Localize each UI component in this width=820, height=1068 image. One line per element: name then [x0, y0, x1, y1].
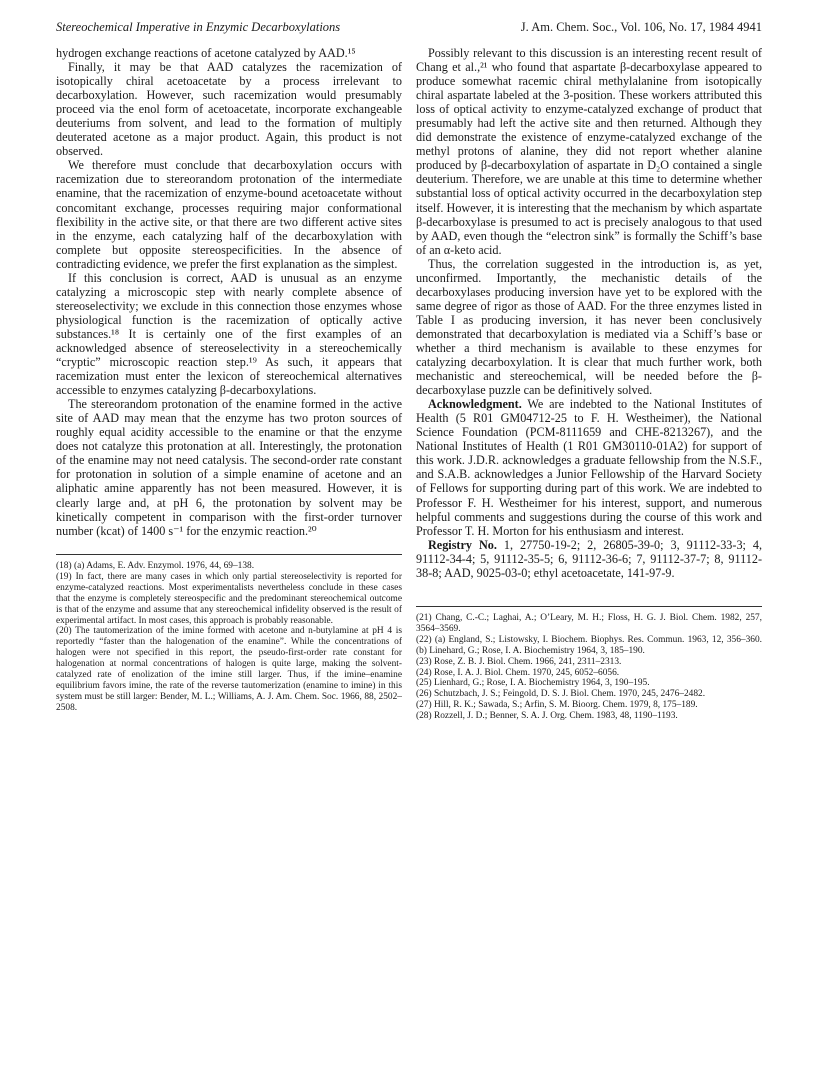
footnote: (20) The tautomerization of the imine formed with acetone and n-butylamine at pH 4 is reportedly “faster than the halogenation of the enamine”. While the concentrations of halogen were not specified in this report, the pseudo-first-order rate constant for halogenation at normal concentrations of halogen is quite large, making the solvent-catalyzed rate of enolization of the imine still larger. Thus, if the imine–enamine equilibrium favors imine, the rate of the reverse tautomerization (enamine to imine) in this system must be still larger: Bender, M. L.; Williams, A. J. Am. Chem. Soc. 1966, 88, 2502–2508. — [56, 626, 402, 713]
registry-numbers — [416, 538, 762, 580]
paragraph: Thus, the correlation suggested in the introduction is, as yet, unconfirmed. Importantly, the mechanistic details of the decarboxylases producing inversion have yet to be explored with the same degree of rigor as those of AAD. For the three enzymes listed in Table I as producing inversion, it has never been conclusively demonstrated that decarboxylation is mediated via a Schiff’s base or whether a third mechanism is available to these enzymes for catalyzing decarboxylation. It is clear that much further work, both mechanistic and stereochemical, will be needed before the β-decarboxylase puzzle can be definitively solved. — [416, 256, 762, 398]
paragraph: We therefore must conclude that decarboxylation occurs with racemization due to stereorandom protonation of the intermediate enamine, that the racemization of enzyme-bound acetoacetate without concomitant exchange, processes requiring major conformational flexibility in the active site, or that there are two different active sites in the enzyme, each catalyzing half of the decarboxylation with complete but opposite stereospecificities. In the absence of contradicting evidence, we prefer the first explanation as the simplest. — [56, 158, 402, 271]
acknowledgment-heading: Acknowledgment. — [428, 397, 522, 412]
footnote: (23) Rose, Z. B. J. Biol. Chem. 1966, 241, 2311–2313. — [416, 656, 622, 667]
running-head-title: Stereochemical Imperative in Enzymic Decarboxylations — [56, 20, 341, 34]
footnote: (19) In fact, there are many cases in which only partial stereoselectivity is reported for enzyme-catalyzed reactions. Most experimentalists nevertheless conclude in these cases that the enzyme is completely stereospecific and the predominant stereochemical outcome is that of the enzyme and assume that any stereochemical infidelity observed is the result of experimental artifact. In most cases, this approach is probably reasonable. — [56, 571, 402, 626]
paragraph: hydrogen exchange reactions of acetone catalyzed by AAD.¹⁵ — [56, 46, 356, 60]
paragraph: The stereorandom protonation of the enamine formed in the active site of AAD may mean that the enzyme has two proton sources of roughly equal acidity accessible to the enamine or that the enzyme does not catalyze this protonation at all. Interestingly, the protonation of the enamine may not need catalysis. The second-order rate constant for protonation in solution of a simple enamine of acetone and an aliphatic amine apparently has not been measured. However, it is clearly large and, at pH 6, the protonation by solvent may be kinetically competent in comparison with the first-order turnover number (kcat) of 1400 s⁻¹ for the enzymic reaction.²⁰ — [56, 397, 402, 538]
footnote: (25) Lienhard, G.; Rose, I. A. Biochemistry 1964, 3, 190–195. — [416, 678, 650, 689]
paragraph: If this conclusion is correct, AAD is unusual as an enzyme catalyzing a microscopic step with nearly complete absence of stereoselectivity; we exclude in this connection those enzymes whose physiological function is the racemization of optically active substances.¹⁸ It is certainly one of the first examples of an acknowledged absence of stereoselectivity in a stereochemically “cryptic” microscopic reaction step.¹⁹ As such, it appears that racemization must enter the lexicon of stereochemical alternatives accessible to enzymes catalyzing β-decarboxylations. — [56, 270, 402, 398]
footnote: (18) (a) Adams, E. Adv. Enzymol. 1976, 44, 69–138. — [56, 561, 255, 571]
registry-text: 1, 27750-19-2; 2, 26805-39-0; 3, 91112-33-3; 4, 91112-34-4; 5, 91112-35-5; 6, 91112-36-6; 7, 91112-37-7; 8, 91112-38-8; AAD, 9025-03-0; ethyl acetoacetate, 141-97-9. — [416, 537, 763, 580]
acknowledgment — [416, 397, 762, 537]
left-body-text — [56, 46, 402, 538]
paragraph: Possibly relevant to this discussion is an interesting recent result of Chang et al.,²¹ who found that aspartate β-decarboxylase appeared to produce somewhat racemic chiral methylalanine from isotopically chiral aspartate labeled at the 3-position. These workers attributed this loss of optical activity to enzyme-catalyzed exchange of product that presumably had left the active site and then returned. Although they did demonstrate the existence of enzyme-catalyzed exchange of the methyl protons of alanine, they did not report whether alanine produced by β-decarboxylation of aspartate in D₂O contained a single deuterium. Therefore, we are unable at this time to determine whether substantial loss of optical activity occurred in the decarboxylation step itself. However, it is interesting that the mechanism by which aspartate β-decarboxylase is presumed to act is precisely analogous to that used by AAD, even though the “electron sink” is formally the Schiff’s base of an α-keto acid. — [416, 46, 762, 257]
right-body-text — [416, 46, 762, 580]
running-head-citation: J. Am. Chem. Soc., Vol. 106, No. 17, 1984 4941 — [520, 20, 762, 34]
footnote-divider — [416, 606, 762, 607]
left-footnotes — [56, 561, 402, 714]
acknowledgment-text: We are indebted to the National Institutes of Health (5 R01 GM04712-25 to F. H. Westheimer), the National Science Foundation (PCM-8111659 and CHE-8213267), and the National Institutes of Health (1 R01 GM30110-01A2) for support of this work. J.D.R. acknowledges a graduate fellowship from the N.S.F., and S.A.B. acknowledges a Junior Fellowship of the Harvard Society of Fellows for supporting during part of this work. We are indebted to Professor F. H. Westheimer for his interest, support, and numerous helpful comments and suggestions during the course of this work and Professor T. H. Morton for his enthusiasm and interest. — [416, 397, 763, 538]
right-column — [416, 46, 762, 722]
right-footnotes — [416, 613, 762, 722]
registry-heading: Registry No. — [428, 537, 497, 552]
footnote: (24) Rose, I. A. J. Biol. Chem. 1970, 245, 6052–6056. — [416, 667, 620, 678]
footnote: (26) Schutzbach, J. S.; Feingold, D. S. J. Biol. Chem. 1970, 245, 2476–2482. — [416, 689, 706, 700]
footnote-divider — [56, 554, 402, 555]
footnote: (27) Hill, R. K.; Sawada, S.; Arfin, S. M. Bioorg. Chem. 1979, 8, 175–189. — [416, 700, 698, 711]
footnote: (28) Rozzell, J. D.; Benner, S. A. J. Org. Chem. 1983, 48, 1190–1193. — [416, 711, 678, 722]
footnote: (22) (a) England, S.; Listowsky, I. Biochem. Biophys. Res. Commun. 1963, 12, 356–360. (b) Linehard, G.; Rose, I. A. Biochemistry 1964, 3, 185–190. — [416, 634, 762, 656]
left-column — [56, 46, 402, 714]
paragraph: Finally, it may be that AAD catalyzes the racemization of isotopically chiral acetoacetate by a process irrelevant to decarboxylation. However, such racemization would presumably proceed via the enol form of acetoacetate, incorporate exchangeable deuteriums from solvent, and lead to the formation of multiply deuterated acetone as a major product. Again, this product is not observed. — [56, 60, 402, 159]
footnote: (21) Chang, C.-C.; Laghai, A.; O’Leary, M. H.; Floss, H. G. J. Biol. Chem. 1982, 257, 3564–3569. — [416, 613, 762, 634]
